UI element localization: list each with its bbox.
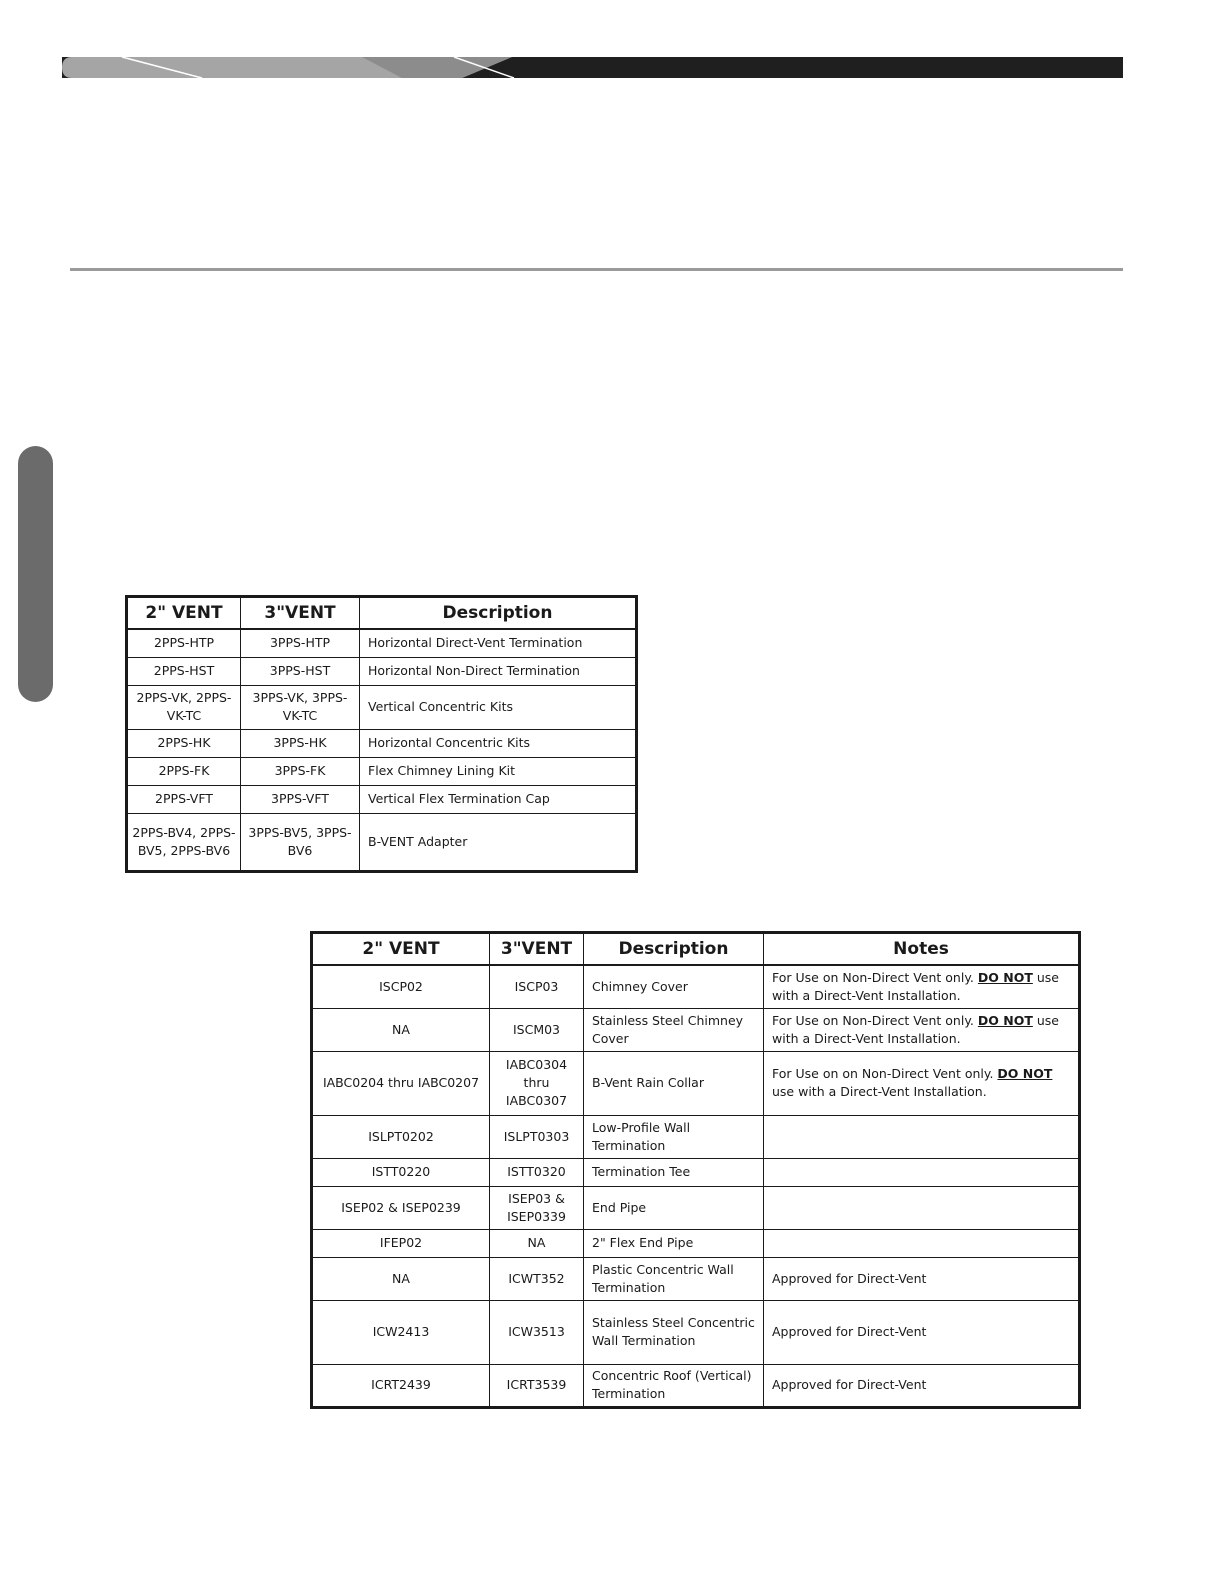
table-row	[312, 965, 1080, 1008]
cell-description: Horizontal Concentric Kits	[360, 729, 637, 757]
table-row	[312, 1229, 1080, 1257]
header-3in-vent: 3"VENT	[490, 933, 584, 966]
note-text-end: use with a Direct-Vent Installation.	[772, 1084, 987, 1099]
cell-3in: 3PPS-VK, 3PPS-VK-TC	[241, 685, 360, 729]
note-text-end: use with a Direct-Vent Installation.	[772, 969, 1059, 1003]
cell-description: Flex Chimney Lining Kit	[360, 757, 637, 785]
table-row	[312, 1158, 1080, 1186]
cell-2in: 2PPS-VFT	[127, 785, 241, 813]
cell-description: Stainless Steel Chimney Cover	[584, 1008, 764, 1051]
note-text: For Use on Non-Direct Vent only.	[772, 1012, 978, 1028]
cell-2in: ISTT0220	[312, 1158, 490, 1186]
vent-kits-table	[125, 595, 638, 873]
note-text-end: use with a Direct-Vent Installation.	[772, 1012, 1059, 1046]
cell-description: Vertical Concentric Kits	[360, 685, 637, 729]
header-3in-vent: 3"VENT	[241, 597, 360, 630]
table-row	[127, 813, 637, 871]
header-description: Description	[360, 597, 637, 630]
cell-notes	[764, 1186, 1080, 1229]
cell-2in: NA	[312, 1257, 490, 1300]
cell-3in: 3PPS-BV5, 3PPS-BV6	[241, 813, 360, 871]
table-row	[312, 1186, 1080, 1229]
cell-notes	[764, 1051, 1080, 1115]
side-tab	[18, 446, 53, 702]
cell-3in: ICWT352	[490, 1257, 584, 1300]
table-row	[127, 729, 637, 757]
cell-2in: IFEP02	[312, 1229, 490, 1257]
cell-notes	[764, 1008, 1080, 1051]
cell-2in: 2PPS-HTP	[127, 629, 241, 657]
cell-3in: IABC0304 thru IABC0307	[490, 1051, 584, 1115]
cell-3in: ISCM03	[490, 1008, 584, 1051]
cell-2in: 2PPS-HST	[127, 657, 241, 685]
table-row	[312, 1051, 1080, 1115]
cell-3in: ISEP03 & ISEP0339	[490, 1186, 584, 1229]
note-emphasis: DO NOT	[977, 1012, 1033, 1028]
section-divider	[70, 268, 1123, 271]
cell-2in: ICW2413	[312, 1300, 490, 1364]
cell-description: Vertical Flex Termination Cap	[360, 785, 637, 813]
note-text: For Use on on Non-Direct Vent only.	[772, 1066, 998, 1081]
cell-description: Chimney Cover	[584, 965, 764, 1008]
header-notes: Notes	[764, 933, 1080, 966]
table-row	[127, 757, 637, 785]
table-row	[127, 629, 637, 657]
cell-3in: NA	[490, 1229, 584, 1257]
header-2in-vent: 2" VENT	[127, 597, 241, 630]
cell-description: 2" Flex End Pipe	[584, 1229, 764, 1257]
header-bar	[62, 57, 1123, 78]
table-row	[312, 1008, 1080, 1051]
table-row	[127, 657, 637, 685]
cell-2in: IABC0204 thru IABC0207	[312, 1051, 490, 1115]
note-text: For Use on Non-Direct Vent only.	[772, 969, 978, 985]
cell-2in: ISLPT0202	[312, 1115, 490, 1158]
header-2in-vent: 2" VENT	[312, 933, 490, 966]
table-header-row	[312, 933, 1080, 966]
note-emphasis: DO NOT	[997, 1066, 1053, 1081]
cell-notes: Approved for Direct-Vent	[764, 1257, 1080, 1300]
cell-2in: 2PPS-BV4, 2PPS-BV5, 2PPS-BV6	[127, 813, 241, 871]
cell-3in: ICW3513	[490, 1300, 584, 1364]
table-header-row	[127, 597, 637, 630]
cell-notes	[764, 1158, 1080, 1186]
table-row	[127, 685, 637, 729]
cell-notes: Approved for Direct-Vent	[764, 1300, 1080, 1364]
table-row	[312, 1364, 1080, 1407]
cell-2in: ISCP02	[312, 965, 490, 1008]
cell-description: End Pipe	[584, 1186, 764, 1229]
cell-description: Low-Profile Wall Termination	[584, 1115, 764, 1158]
cell-description: B-VENT Adapter	[360, 813, 637, 871]
header-description: Description	[584, 933, 764, 966]
cell-3in: 3PPS-HST	[241, 657, 360, 685]
vent-components-table	[310, 931, 1081, 1409]
cell-3in: 3PPS-HTP	[241, 629, 360, 657]
cell-2in: 2PPS-VK, 2PPS-VK-TC	[127, 685, 241, 729]
table-row	[127, 785, 637, 813]
cell-3in: ISCP03	[490, 965, 584, 1008]
cell-notes	[764, 1229, 1080, 1257]
cell-3in: 3PPS-FK	[241, 757, 360, 785]
cell-description: B-Vent Rain Collar	[584, 1051, 764, 1115]
cell-2in: 2PPS-FK	[127, 757, 241, 785]
cell-2in: ISEP02 & ISEP0239	[312, 1186, 490, 1229]
cell-notes: Approved for Direct-Vent	[764, 1364, 1080, 1407]
table-row	[312, 1115, 1080, 1158]
cell-description: Concentric Roof (Vertical) Termination	[584, 1364, 764, 1407]
cell-description: Termination Tee	[584, 1158, 764, 1186]
table-row	[312, 1300, 1080, 1364]
cell-notes	[764, 965, 1080, 1008]
cell-2in: ICRT2439	[312, 1364, 490, 1407]
cell-3in: 3PPS-HK	[241, 729, 360, 757]
cell-2in: 2PPS-HK	[127, 729, 241, 757]
table-row	[312, 1257, 1080, 1300]
cell-description: Stainless Steel Concentric Wall Termination	[584, 1300, 764, 1364]
cell-description: Horizontal Non-Direct Termination	[360, 657, 637, 685]
cell-description: Horizontal Direct-Vent Termination	[360, 629, 637, 657]
cell-description: Plastic Concentric Wall Termination	[584, 1257, 764, 1300]
note-emphasis: DO NOT	[977, 969, 1033, 985]
cell-3in: ICRT3539	[490, 1364, 584, 1407]
cell-2in: NA	[312, 1008, 490, 1051]
cell-3in: ISTT0320	[490, 1158, 584, 1186]
cell-notes	[764, 1115, 1080, 1158]
cell-3in: ISLPT0303	[490, 1115, 584, 1158]
cell-3in: 3PPS-VFT	[241, 785, 360, 813]
